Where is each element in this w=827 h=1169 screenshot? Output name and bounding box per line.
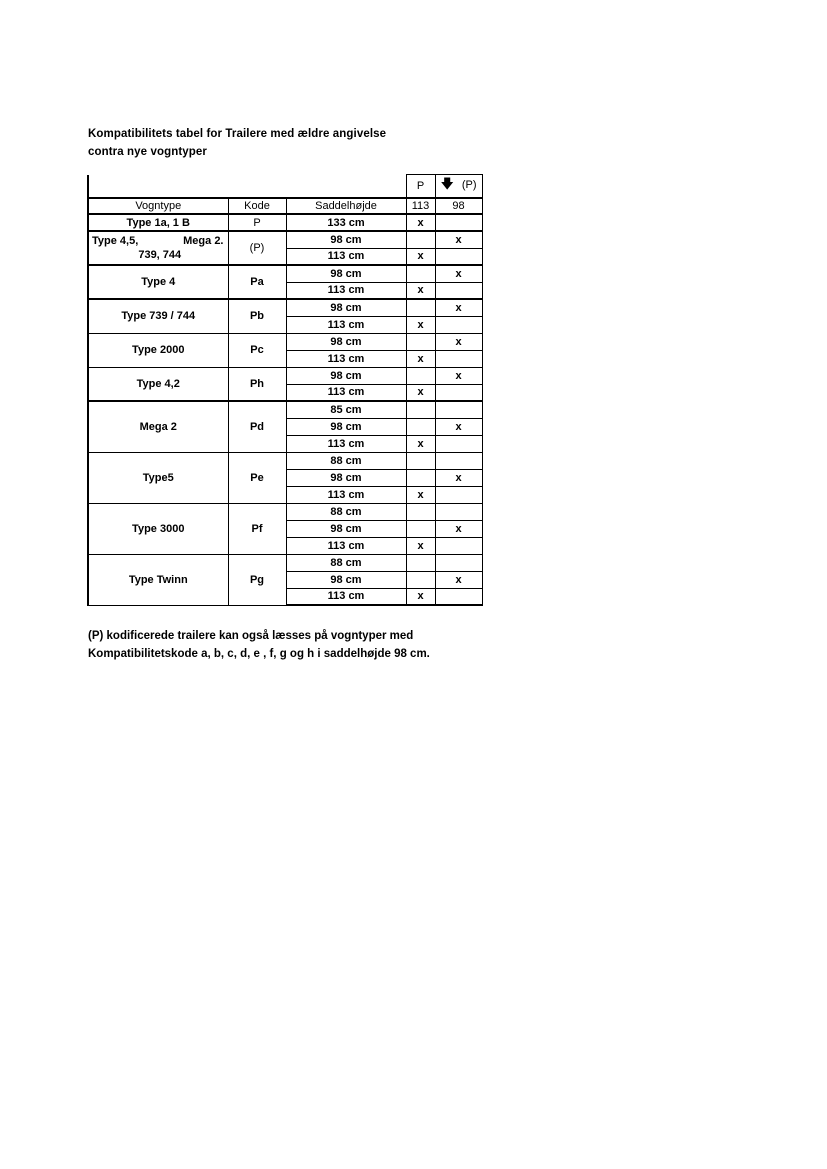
document-title <box>88 125 386 161</box>
saddelhojde-cell: 113 cm <box>286 537 406 554</box>
mark-98-cell <box>435 588 482 605</box>
mark-98-cell: x <box>435 469 482 486</box>
mark-113-cell <box>406 231 435 248</box>
kode-cell: Pg <box>228 554 286 605</box>
header-saddelhojde: Saddelhøjde <box>286 198 406 214</box>
vogntype-text: Mega 2. <box>183 235 224 247</box>
saddelhojde-cell: 113 cm <box>286 435 406 452</box>
vogntype-cell: Type 4 <box>88 265 228 299</box>
mark-98-cell <box>435 316 482 333</box>
blank-cell <box>286 175 406 199</box>
mark-113-cell <box>406 265 435 282</box>
p-column-label: P <box>406 175 435 199</box>
table-row <box>88 503 482 520</box>
saddelhojde-cell: 98 cm <box>286 571 406 588</box>
saddelhojde-cell: 133 cm <box>286 214 406 231</box>
mark-113-cell <box>406 503 435 520</box>
saddelhojde-cell: 98 cm <box>286 265 406 282</box>
mark-98-cell <box>435 282 482 299</box>
compatibility-table-wrapper <box>87 174 483 606</box>
mark-98-cell: x <box>435 299 482 316</box>
title-line-1: Kompatibilitets tabel for Trailere med ældre angivelse <box>88 128 387 140</box>
header-kode: Kode <box>228 198 286 214</box>
saddelhojde-cell: 88 cm <box>286 452 406 469</box>
vogntype-cell: Type5 <box>88 452 228 503</box>
footnote-line-2: Kompatibilitetskode a, b, c, d, e , f, g og h i saddelhøjde 98 cm. <box>88 648 430 660</box>
kode-cell: P <box>228 214 286 231</box>
table-row <box>88 299 482 316</box>
mark-113-cell: x <box>406 214 435 231</box>
mark-98-cell <box>435 350 482 367</box>
mark-113-cell <box>406 452 435 469</box>
saddelhojde-cell: 113 cm <box>286 486 406 503</box>
mark-113-cell: x <box>406 537 435 554</box>
mark-113-cell: x <box>406 316 435 333</box>
blank-cell <box>228 175 286 199</box>
mark-113-cell <box>406 554 435 571</box>
mark-113-cell: x <box>406 384 435 401</box>
mark-98-cell: x <box>435 571 482 588</box>
mark-113-cell <box>406 401 435 418</box>
table-row <box>88 401 482 418</box>
table-row <box>88 231 482 248</box>
mark-98-cell <box>435 537 482 554</box>
header-vogntype: Vogntype <box>88 198 228 214</box>
mark-113-cell <box>406 367 435 384</box>
saddelhojde-cell: 88 cm <box>286 503 406 520</box>
compatibility-table <box>87 174 483 606</box>
top-header-row <box>88 175 482 199</box>
saddelhojde-cell: 98 cm <box>286 333 406 350</box>
arrow-down-icon: 🡇 <box>440 176 454 191</box>
mark-98-cell <box>435 401 482 418</box>
saddelhojde-cell: 113 cm <box>286 248 406 265</box>
table-row <box>88 265 482 282</box>
mark-113-cell <box>406 299 435 316</box>
table-row <box>88 452 482 469</box>
mark-98-cell: x <box>435 231 482 248</box>
mark-98-cell <box>435 248 482 265</box>
vogntype-cell: Type 739 / 744 <box>88 299 228 333</box>
saddelhojde-cell: 98 cm <box>286 469 406 486</box>
table-header-row <box>88 198 482 214</box>
header-98: 98 <box>435 198 482 214</box>
mark-98-cell: x <box>435 367 482 384</box>
saddelhojde-cell: 98 cm <box>286 299 406 316</box>
kode-cell: Pb <box>228 299 286 333</box>
saddelhojde-cell: 98 cm <box>286 231 406 248</box>
vogntype-cell: Type 1a, 1 B <box>88 214 228 231</box>
title-line-2: contra nye vogntyper <box>88 146 207 158</box>
footnote <box>88 627 430 663</box>
footnote-line-1: (P) kodificerede trailere kan også læsses på vogntyper med <box>88 630 414 642</box>
blank-cell <box>88 175 228 199</box>
mark-113-cell <box>406 418 435 435</box>
mark-98-cell: x <box>435 265 482 282</box>
saddelhojde-cell: 113 cm <box>286 350 406 367</box>
mark-113-cell: x <box>406 282 435 299</box>
kode-cell: Pa <box>228 265 286 299</box>
vogntype-cell: Mega 2 <box>88 401 228 452</box>
vogntype-cell: Type 2000 <box>88 333 228 367</box>
mark-113-cell <box>406 333 435 350</box>
mark-98-cell <box>435 486 482 503</box>
vogntype-text: 739, 744 <box>138 249 182 261</box>
kode-cell: Pd <box>228 401 286 452</box>
mark-98-cell: x <box>435 333 482 350</box>
mark-98-cell: x <box>435 418 482 435</box>
table-row <box>88 554 482 571</box>
mark-113-cell: x <box>406 435 435 452</box>
kode-cell: Pc <box>228 333 286 367</box>
table-row <box>88 214 482 231</box>
kode-cell: (P) <box>228 231 286 265</box>
pp-column-label <box>435 175 482 199</box>
mark-113-cell <box>406 469 435 486</box>
vogntype-cell <box>88 231 228 265</box>
mark-113-cell <box>406 520 435 537</box>
mark-98-cell <box>435 214 482 231</box>
table-row <box>88 333 482 350</box>
mark-113-cell: x <box>406 486 435 503</box>
saddelhojde-cell: 113 cm <box>286 588 406 605</box>
mark-113-cell: x <box>406 588 435 605</box>
mark-98-cell <box>435 452 482 469</box>
mark-113-cell <box>406 571 435 588</box>
mark-98-cell <box>435 384 482 401</box>
vogntype-cell: Type 4,2 <box>88 367 228 401</box>
saddelhojde-cell: 113 cm <box>286 384 406 401</box>
mark-98-cell <box>435 435 482 452</box>
kode-cell: Ph <box>228 367 286 401</box>
saddelhojde-cell: 88 cm <box>286 554 406 571</box>
mark-113-cell: x <box>406 350 435 367</box>
saddelhojde-cell: 98 cm <box>286 367 406 384</box>
mark-98-cell <box>435 554 482 571</box>
header-113: 113 <box>406 198 435 214</box>
saddelhojde-cell: 98 cm <box>286 418 406 435</box>
saddelhojde-cell: 113 cm <box>286 282 406 299</box>
kode-cell: Pe <box>228 452 286 503</box>
vogntype-cell: Type 3000 <box>88 503 228 554</box>
pp-label-text: (P) <box>461 179 477 191</box>
saddelhojde-cell: 113 cm <box>286 316 406 333</box>
vogntype-text: Type 4,5, <box>92 235 139 247</box>
vogntype-cell: Type Twinn <box>88 554 228 605</box>
mark-98-cell: x <box>435 520 482 537</box>
saddelhojde-cell: 85 cm <box>286 401 406 418</box>
mark-98-cell <box>435 503 482 520</box>
table-row <box>88 367 482 384</box>
kode-cell: Pf <box>228 503 286 554</box>
saddelhojde-cell: 98 cm <box>286 520 406 537</box>
mark-113-cell: x <box>406 248 435 265</box>
